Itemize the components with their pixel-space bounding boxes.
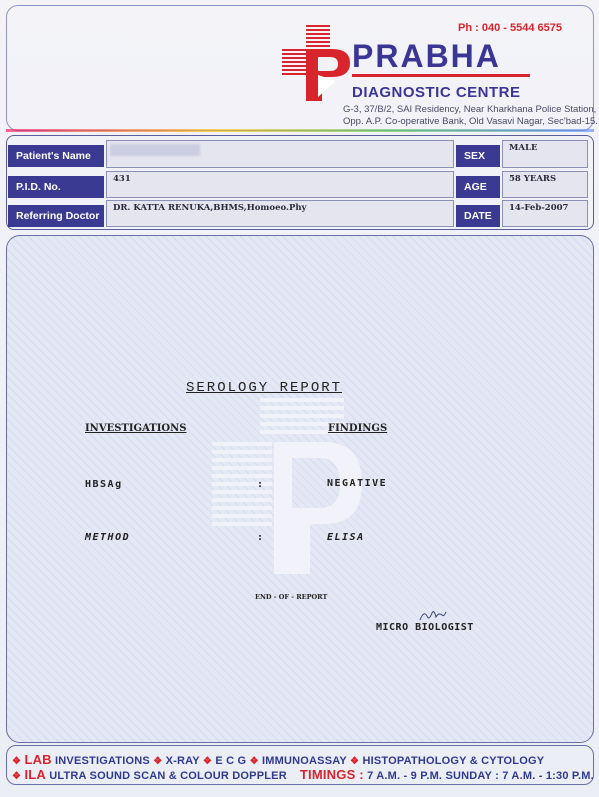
- diamond-icon: ❖: [12, 756, 22, 767]
- investigations-header: INVESTIGATIONS: [85, 423, 187, 434]
- pid-field: 431: [106, 171, 454, 198]
- service-xray: X-RAY: [165, 755, 200, 767]
- method-value: ELISA: [327, 532, 365, 543]
- phone-number: Ph : 040 - 5544 6575: [458, 22, 562, 34]
- brand-underline: [352, 74, 530, 77]
- signatory-title: MICRO BIOLOGIST: [376, 622, 474, 633]
- findings-header: FINDINGS: [328, 423, 388, 434]
- test-separator: :: [257, 479, 265, 490]
- ila-tag: ILA: [24, 767, 46, 782]
- service-histopathology: HISTOPATHOLOGY & CYTOLOGY: [362, 755, 545, 767]
- brand-name: PRABHA: [352, 38, 501, 74]
- diamond-icon: ❖: [350, 756, 360, 767]
- address-line-2: Opp. A.P. Co-operative Bank, Old Vasavi Nagar, Sec'bad-15.: [343, 116, 598, 127]
- end-of-report: END - OF - REPORT: [255, 593, 328, 601]
- address-line-1: G-3, 37/B/2, SAI Residency, Near Kharkhana Police Station,: [343, 104, 597, 115]
- prabha-logo-icon: [282, 25, 354, 101]
- referring-doctor-field: DR. KATTA RENUKA,BHMS,Homoeo.Phy: [106, 200, 454, 227]
- lab-tag: LAB: [24, 752, 52, 767]
- patient-name-label: Patient's Name: [8, 145, 104, 167]
- services-line-1: [12, 752, 544, 767]
- sex-label: SEX: [456, 145, 500, 167]
- service-immunoassay: IMMUNOASSAY: [262, 755, 347, 767]
- age-label: AGE: [456, 176, 500, 198]
- method-separator: :: [257, 532, 265, 543]
- centre-subtitle: DIAGNOSTIC CENTRE: [352, 84, 521, 101]
- service-investigations: INVESTIGATIONS: [55, 755, 150, 767]
- test-name: HBSAg: [85, 479, 123, 490]
- diamond-icon: ❖: [249, 756, 259, 767]
- date-label: DATE: [456, 205, 500, 227]
- timings-value: 7 A.M. - 9 P.M. SUNDAY : 7 A.M. - 1:30 P.M.: [367, 770, 594, 782]
- service-ecg: E C G: [215, 755, 247, 767]
- referring-doctor-label: Referring Doctor: [8, 205, 104, 227]
- diamond-icon: ❖: [153, 756, 163, 767]
- signature-icon: [418, 608, 448, 622]
- pid-label: P.I.D. No.: [8, 176, 104, 198]
- sex-field: MALE: [502, 140, 588, 168]
- service-ultrasound: ULTRA SOUND SCAN & COLOUR DOPPLER: [49, 770, 287, 782]
- services-line-2: [12, 767, 594, 782]
- report-title: SEROLOGY REPORT: [186, 380, 343, 396]
- redacted-name: [110, 144, 200, 156]
- method-label: METHOD: [85, 532, 131, 543]
- age-field: 58 YEARS: [502, 171, 588, 198]
- test-result: NEGATIVE: [327, 478, 388, 489]
- diamond-icon: ❖: [12, 771, 22, 782]
- date-field: 14-Feb-2007: [502, 200, 588, 227]
- timings-label: TIMINGS :: [299, 767, 364, 782]
- color-divider: [6, 129, 594, 132]
- diamond-icon: ❖: [202, 756, 213, 767]
